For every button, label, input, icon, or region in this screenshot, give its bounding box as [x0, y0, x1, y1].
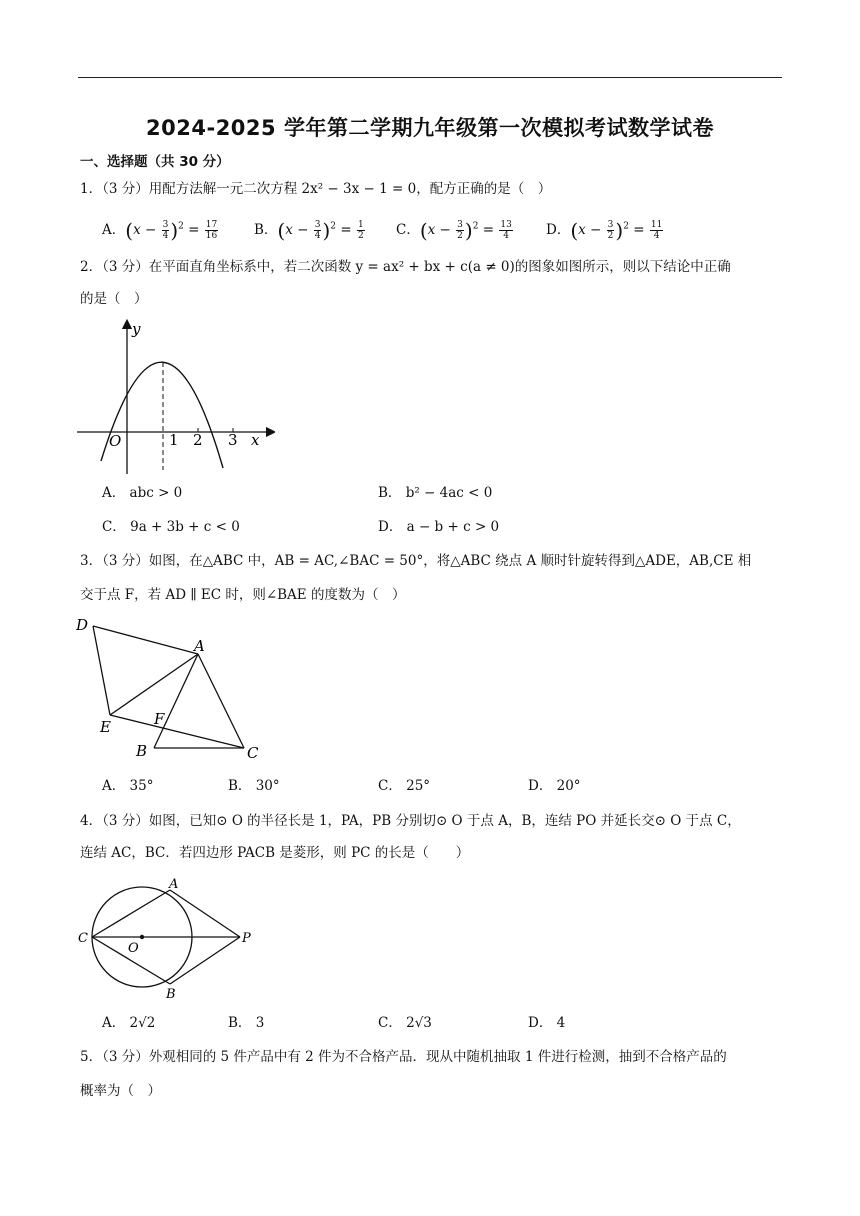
q2-option-a[interactable]: A． abc > 0 — [102, 485, 183, 501]
point-a-label: A — [194, 637, 205, 655]
q1-option-d[interactable]: D．(x − $\frac{3}{2}$ )$^2$ = $\frac{11}{4}$ — [546, 218, 663, 243]
question-4-stem-line1: 4．（3 分）如图，已知⊙ O 的半径长是 1，PA，PB 分别切⊙ O 于点 A，B，连结 PO 并延长交⊙ O 于点 C， — [80, 813, 741, 829]
y-label: y — [132, 320, 141, 338]
question-1-stem: 1．（3 分）用配方法解一元二次方程 2x² − 3x − 1 = 0，配方正确的是（ ） — [80, 181, 552, 197]
question-5-stem-line2: 概率为（ ） — [80, 1083, 161, 1099]
q3-option-a[interactable]: A． 35° — [102, 778, 154, 794]
q1-option-a[interactable]: A．(x − $\frac{3}{4}$ )$^2$ = $\frac{17}{16}$ — [102, 218, 218, 243]
parabola-graph — [75, 318, 275, 478]
question-4-stem-line2: 连结 AC，BC．若四边形 PACB 是菱形，则 PC 的长是（ ） — [80, 845, 470, 861]
q2-option-c[interactable]: C． 9a + 3b + c < 0 — [102, 519, 240, 535]
question-3-options — [102, 771, 782, 801]
question-4-options — [102, 1008, 782, 1038]
q1-option-b[interactable]: B．(x − $\frac{3}{4}$ )$^2$ = $\frac{1}{2}$ — [254, 218, 364, 243]
header-rule — [78, 77, 782, 78]
x-label: x — [251, 431, 260, 449]
question-2-stem-line1: 2．（3 分）在平面直角坐标系中，若二次函数 y = ax² + bx + c(a ≠ 0)的图象如图所示，则以下结论中正确 — [80, 259, 731, 275]
triangle-rotation-figure — [70, 612, 270, 762]
q2-option-d[interactable]: D． a − b + c > 0 — [378, 519, 500, 535]
q4-option-a[interactable]: A． 2√2 — [102, 1015, 156, 1031]
circle-tangent-figure — [72, 874, 272, 1004]
q1-option-c[interactable]: C．(x − $\frac{3}{2}$ )$^2$ = $\frac{13}{4}$ — [396, 218, 512, 243]
point-c-label: C — [78, 931, 88, 946]
page-title: 2024-2025 学年第二学期九年级第一次模拟考试数学试卷 — [146, 116, 714, 140]
q4-option-d[interactable]: D． 4 — [528, 1015, 566, 1031]
point-d-label: D — [76, 616, 89, 634]
parabola-curve — [101, 362, 223, 468]
origin-label: O — [109, 432, 122, 450]
question-5-stem-line1: 5．（3 分）外观相同的 5 件产品中有 2 件为不合格产品．现从中随机抽取 1 件进行检测，抽到不合格产品的 — [80, 1049, 727, 1065]
point-e-label: E — [100, 718, 111, 736]
question-1-options — [102, 218, 782, 243]
point-c-label: C — [247, 744, 259, 762]
point-a-label: A — [169, 877, 179, 892]
question-3-stem-line2: 交于点 F，若 AD ∥ EC 时，则∠BAE 的度数为（ ） — [80, 587, 406, 603]
tick-1: 1 — [169, 431, 179, 449]
point-b-label: B — [166, 987, 176, 1002]
point-p-label: P — [242, 931, 251, 946]
point-o-label: O — [128, 941, 139, 956]
point-b-label: B — [136, 742, 148, 760]
q3-option-c[interactable]: C． 25° — [378, 778, 431, 794]
section-heading: 一、选择题（共 30 分） — [80, 154, 230, 170]
point-f-label: F — [154, 710, 165, 728]
tick-2: 2 — [193, 431, 203, 449]
q4-option-b[interactable]: B． 3 — [228, 1015, 265, 1031]
q3-option-d[interactable]: D． 20° — [528, 778, 581, 794]
tick-3: 3 — [228, 431, 238, 449]
question-2-stem-line2: 的是（ ） — [80, 291, 148, 307]
question-3-stem-line1: 3．（3 分）如图，在△ABC 中，AB = AC,∠BAC = 50°，将△ABC 绕点 A 顺时针旋转得到△ADE，AB,CE 相 — [80, 553, 752, 569]
q3-option-b[interactable]: B． 30° — [228, 778, 280, 794]
q4-option-c[interactable]: C． 2√3 — [378, 1015, 432, 1031]
q2-option-b[interactable]: B． b² − 4ac < 0 — [378, 485, 493, 501]
